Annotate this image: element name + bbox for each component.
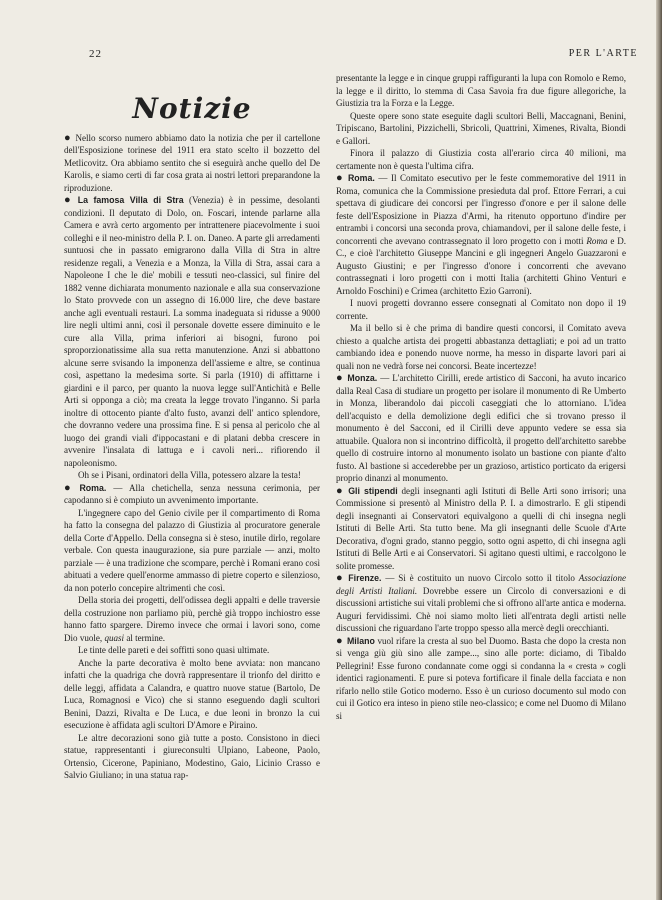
paragraph-text: vuol rifare la cresta al suo bel Duomo. Basta che dopo la cresta non si venga giù giù sino alle zampe..., sino alle porte: diciamo, di Tibaldo Pellegrini! Esse furono condannate come oggi si condanna la « cresta » cogli identici ragionamenti. E pure si poteva fortificare il finale della facciata e non rifarlo nello stile Gotico moderno. Esso è un curioso documento sul modo con cui il Gotico era inteso in pieno stile neo-classico; e come nel Duomo di Milano si xyxy=(336,635,626,721)
paragraph xyxy=(336,72,626,110)
paragraph-keyword: Milano xyxy=(346,635,375,646)
left-column xyxy=(64,75,320,782)
paragraph-italic: Associazione degli Artisti Italiani. xyxy=(336,573,626,596)
paragraph xyxy=(336,110,626,148)
paragraph-keyword: La famosa Villa di Stra xyxy=(77,195,184,205)
section-title: Notizie xyxy=(132,92,252,125)
paragraph-text: Oh se i Pisani, ordinatori della Villa, potessero alzare la testa! xyxy=(78,470,301,480)
paragraph-text-continued: e D. C., e cioè l'architetto Giuseppe Mancini e gli ingegneri Angelo Guazzaroni e Augusto Giustini; e per l'ingresso d'onore i concorrenti che avevano contrassegnati i loro progetti con i motti Italia (architetti Ghino Venturi e Arnoldo Foschini) e Crimea (architetto Ezio Garroni). xyxy=(336,235,626,296)
paragraph-italic: quasi xyxy=(104,632,125,643)
paragraph-text: Anche la parte decorativa è molto bene avviata: non mancano infatti che la quadriga che dovrà rappresentare il trionfo del diritto e delle leggi, affidata a Calandra, e quattro nuove statue (Bartolo, De Luca, Romagnosi e Vico) che si stanno eseguendo dagli scultori Benini, Dazzi, Rivalta e De Luca, e due leoni in bronzo la cui esecuzione è affidata agli scultori D'Amore e Piraino. xyxy=(64,657,320,730)
running-title: PER L'ARTE xyxy=(568,48,638,59)
paragraph xyxy=(64,507,320,595)
bullet-icon: ● xyxy=(336,172,344,184)
bullet-icon: ● xyxy=(64,481,76,494)
paragraph xyxy=(64,132,320,195)
right-column-body xyxy=(336,72,626,722)
paragraph xyxy=(336,485,626,573)
bullet-icon: ● xyxy=(336,634,343,647)
paragraph xyxy=(64,482,320,507)
paragraph-keyword: Roma. xyxy=(79,482,107,493)
paragraph-text: I nuovi progetti dovranno essere consegnati al Comitato non dopo il 19 corrente. xyxy=(336,298,626,321)
paragraph-text: Nello scorso numero abbiamo dato la notizia che per il cartellone dell'Esposizione torinese del 1911 era stato scelto il bozzetto del Metlicovitz. Ora abbiamo sentito che si eseguirà anche quello del De Karolis, e siamo certi di far cosa grata ai nostri lettori preparandone la riproduzione. xyxy=(64,132,320,193)
bullet-icon: ● xyxy=(336,572,345,584)
bullet-icon: ● xyxy=(336,372,344,384)
paragraph-text: (Venezia) è in pessime, desolanti condizioni. Il deputato di Dolo, on. Foscari, intende parlarne alla Camera e avrà certo argomento per intrattenere piacevolmente i suoi colleghi e il neo-ministro della P. I. on. Daneo. A parte gli arredamenti suntuosi che in passato emigrarono dalla Villa di Stra in altre residenze regali, a Venezia e a Monza, la Villa di Stra, assai cara a Napoleone I che le die' mobili e tessuti neo-classici, sul finire del 1882 venne dichiarata monumento nazionale e alla sua conservazione lo Stato provvede con un assegno di 16.000 lire, che deve bastare anche agli eventuali restauri. La somma inadeguata si ridusse a 9000 lire negli ultimi anni, così il personale dovette essere diminuito e le cure alla Villa, prima inferiori ai bisogni, furono poi sproporzionatissime alla sua retta manutenzione. Anzi si abbattono alcune serre svisando la imponenza dell'assieme e altre, se continua così, aspettano la medesima sorte. Si parla (1910) di affittarne i giardini e il parco, per quanto la nuova legge sull'Antichità e Belle Arti si opponga a ciò; ma creata la legge trovato l'inganno. Si parla inoltre di ottocento piante d'alto fusto, avanzi dell' antico splendore, che dovranno vedere una prossima fine. E si pensa al pericolo che al luogo dei grandi viali d'ippocastani e di platani debba crescere in avvenire l'insalata di lattuga e i cavoli neri... rifiorendo il napoleonismo. xyxy=(64,195,320,468)
paragraph xyxy=(64,644,320,657)
paragraph xyxy=(64,657,320,732)
paragraph-text: presentante la legge e in cinque gruppi raffiguranti la lupa con Romolo e Remo, la legge e il diritto, lo stemma di Casa Savoia fra due figure allegoriche, la Giustizia tra la Forza e la Legge. xyxy=(336,73,626,108)
paragraph-text: Le altre decorazioni sono già tutte a posto. Consistono in dieci statue, rappresentanti i giureconsulti Ulpiano, Labeone, Paolo, Ortensio, Cicerone, Papiniano, Modestino, Gaio, Licinio Crasso e Salvio Giuliano; in una statua rap- xyxy=(64,732,320,780)
paragraph-text: Queste opere sono state eseguite dagli scultori Belli, Maccagnani, Benini, Tripiscano, Bartolini, Pizzichelli, Sbricoli, Quattrini, Ximenes, Rivalta, Biondi e Gallori. xyxy=(336,110,626,146)
paragraph xyxy=(336,297,626,322)
page-number: 22 xyxy=(89,48,102,60)
right-column xyxy=(336,72,626,722)
bullet-icon: ● xyxy=(336,484,345,497)
paragraph xyxy=(336,172,626,297)
paragraph-text: — Il Comitato esecutivo per le feste commemorative del 1911 in Roma, comunica che la Commissione presieduta dal prof. Ettore Ferrari, a cui spettava di giudicare dei concorsi per l'ingresso d'onore e per il salone delle feste dell'Esposizione in Piazza d'Armi, ha ritenuto opportuno d'indire per entrambi i concorsi una seconda prova, chiamandovi, per il salone delle feste, i concorrenti che avevano contrassegnato il loro progetto con i motti xyxy=(336,173,626,246)
paragraph xyxy=(336,322,626,372)
paragraph-text: Ma il bello si è che prima di bandire questi concorsi, il Comitato aveva chiesto a qualche artista dei progetti abbastanza dettagliati; e poi ad un tratto cambiando idea e ponendo nuove norme, ha messo in disparte lavori pari ai quali non ne vedrà forse nei concorsi. Beate incertezze! xyxy=(336,323,626,371)
paragraph xyxy=(64,469,320,482)
book-spine-shadow xyxy=(656,0,662,900)
paragraph-text: — L'architetto Cirilli, erede artistico di Sacconi, ha avuto incarico dalla Real Casa di studiare un progetto per isolare il monumento di Re Umberto in Monza, liberandolo dai piccoli caseggiati che lo attorniano. L'idea dell'acquisto e della demolizione degli edifici che si trovano presso il monumento è del Sacconi, ed il Cirilli deve appunto vedere se essa sia attuabile. Qualora non si incontrino difficoltà, il progetto dell'architetto sarebbe quello di costruire intorno al monumento isolato un bastione con piante d'alto fusto. Al bastione si accederebbe per un grazioso, artistico porticato da erigersi proprio dinanzi al monumento. xyxy=(336,373,626,483)
paragraph xyxy=(336,372,626,485)
paragraph xyxy=(336,572,626,635)
paragraph xyxy=(64,194,320,469)
paragraph-keyword: Firenze. xyxy=(348,573,382,583)
paragraph-text: Le tinte delle pareti e dei soffitti sono quasi ultimate. xyxy=(78,645,270,655)
paragraph-keyword: Gli stipendi xyxy=(348,485,398,496)
paragraph-italic: Roma xyxy=(586,235,608,246)
paragraph-text: degli insegnanti agli Istituti di Belle Arti sono irrisori; una Commissione si presentò al Ministro della P. I. a dimostrarlo. E gli stipendi degli insegnanti ai Conservatori equivalgono a quelli di chi insegna negli Istituti di Belle Arti. Sta tutto bene. Ma gli insegnanti delle Scuole d'Arte Decorativa, d'ogni grado, stanno peggio, sotto ogni aspetto, di chi insegna agli Istituti di Belle Arti e ai Conservatori. Si agitano questi ultimi, e raccolgono le solite promesse. xyxy=(336,485,626,571)
paragraph xyxy=(336,147,626,172)
paragraph xyxy=(64,732,320,782)
paragraph-text: Della storia dei progetti, dell'odissea degli appalti e delle traversie della costruzione non parliamo più, perchè già troppo inchiostro esse hanno fatto spargere. Diremo invece che ormai i lavori sono, come Dio vuole, xyxy=(64,595,320,643)
paragraph xyxy=(64,594,320,644)
paragraph-text: L'ingegnere capo del Genio civile per il compartimento di Roma ha fatto la consegna del palazzo di Giustizia al procuratore generale della Corte d'Appello. Della consegna si è steso, inutile dirlo, regolare verbale. Con questa inaugurazione, sia pure parziale — anzi, molto parziale — è una tradizione che scompare, perchè i Romani erano così abituati a vedere quell'enorme ammasso di pietre coperto e silenzioso, da non poterlo concepire altrimenti che così. xyxy=(64,507,320,593)
paragraph-text-continued: al termine. xyxy=(124,632,166,643)
left-column-body xyxy=(64,132,320,782)
paragraph-text-continued: Dovrebbe essere un Circolo di conversazioni e di discussioni artistiche sui vitali problemi che si offrono all'arte antica e moderna. Auguri fervidissimi. Chè noi siamo molto lieti all'entrata degli artisti nelle discussioni che riguardano l'arte troppo spesso alla mercè degli orecchianti. xyxy=(336,585,626,633)
paragraph-text: Finora il palazzo di Giustizia costa all'erario circa 40 milioni, ma certamente non è questa l'ultima cifra. xyxy=(336,148,626,171)
bullet-icon: ● xyxy=(64,131,72,144)
paragraph-text: — Alla chetichella, senza nessuna cerimonia, per capodanno si è compiuto un avvenimento importante. xyxy=(64,482,320,505)
paragraph-keyword: Monza. xyxy=(347,373,378,383)
paragraph-text: — Si è costituito un nuovo Circolo sotto il titolo xyxy=(381,573,579,583)
paragraph-keyword: Roma. xyxy=(347,173,375,183)
bullet-icon: ● xyxy=(64,194,74,206)
paragraph xyxy=(336,635,626,723)
